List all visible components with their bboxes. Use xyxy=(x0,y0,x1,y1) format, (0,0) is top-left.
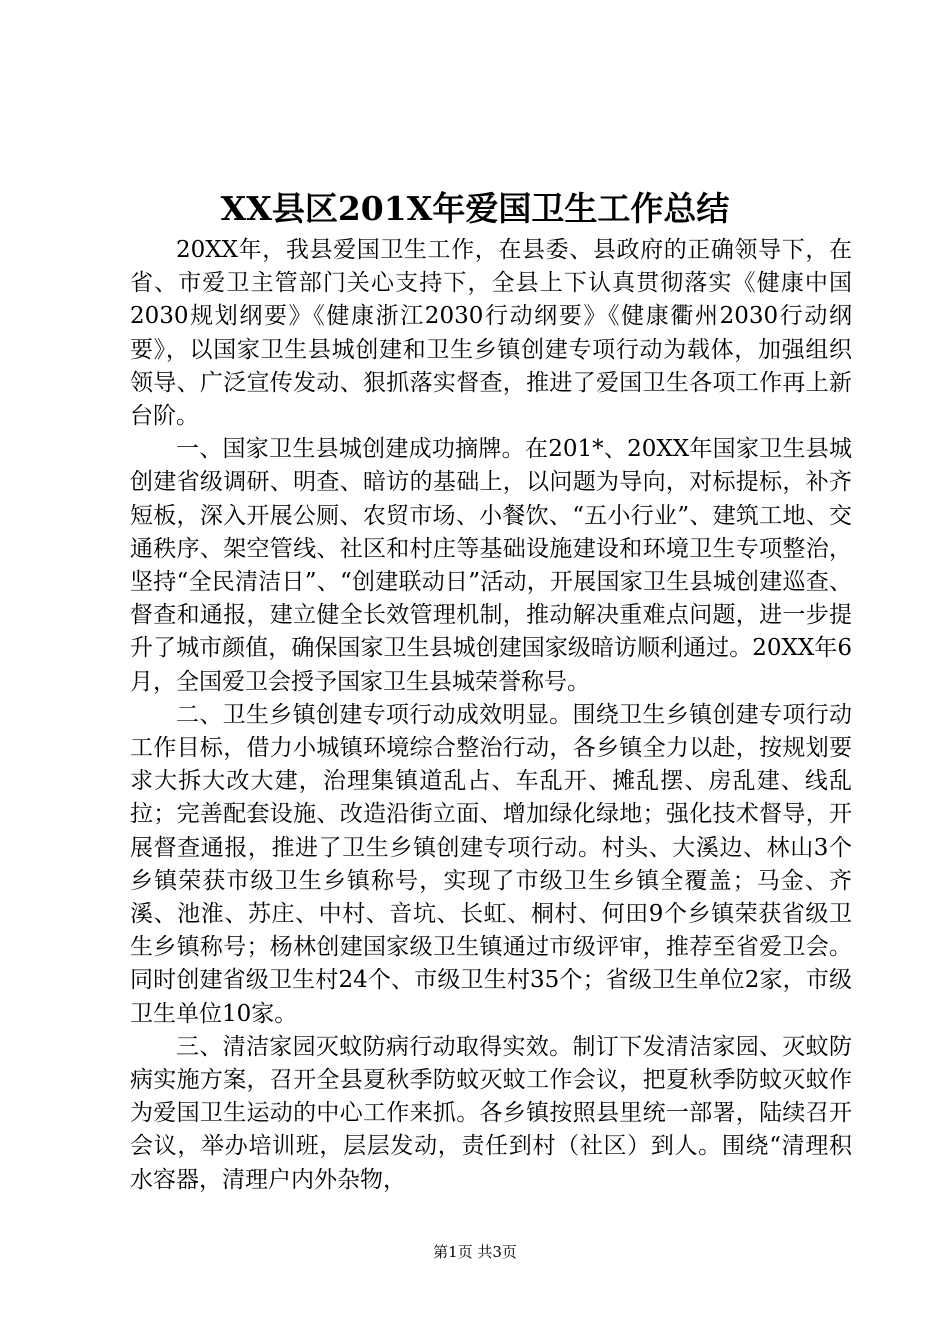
document-title: XX县区201X年爱国卫生工作总结 xyxy=(220,189,730,228)
document-body xyxy=(130,234,852,1197)
paragraph-section-1: 一、国家卫生县城创建成功摘牌。在201*、20XX年国家卫生县城创建省级调研、明查、暗访的基础上，以问题为导向，对标提标，补齐短板，深入开展公厕、农贸市场、小餐饮、“五小行业”、建筑工地、交通秩序、架空管线、社区和村庄等基础设施建设和环境卫生专项整治，坚持“全民清洁日”、“创建联动日”活动，开展国家卫生县城创建巡查、督查和通报，建立健全长效管理机制，推动解决重难点问题，进一步提升了城市颜值，确保国家卫生县城创建国家级暗访顺利通过。20XX年6月，全国爱卫会授予国家卫生县城荣誉称号。 xyxy=(130,436,852,695)
paragraph-section-3: 三、清洁家园灭蚊防病行动取得实效。制订下发清洁家园、灭蚊防病实施方案，召开全县夏秋季防蚊灭蚊工作会议，把夏秋季防蚊灭蚊作为爱国卫生运动的中心工作来抓。各乡镇按照县里统一部署，陆续召开会议，举办培训班，层层发动，责任到村（社区）到人。围绕“清理积水容器，清理户内外杂物， xyxy=(130,1033,852,1193)
paragraph-intro: 20XX年，我县爱国卫生工作，在县委、县政府的正确领导下，在省、市爱卫主管部门关心支持下，全县上下认真贯彻落实《健康中国2030规划纲要》《健康浙江2030行动纲要》《健康衢州2030行动纲要》，以国家卫生县城创建和卫生乡镇创建专项行动为载体，加强组织领导、广泛宣传发动、狠抓落实督查，推进了爱国卫生各项工作再上新台阶。 xyxy=(130,237,852,430)
page-number-footer: 第1页 共3页 xyxy=(433,1243,517,1261)
paragraph-section-2: 二、卫生乡镇创建专项行动成效明显。围绕卫生乡镇创建专项行动工作目标，借力小城镇环境综合整治行动，各乡镇全力以赴，按规划要求大拆大改大建，治理集镇道乱占、车乱开、摊乱摆、房乱建、线乱拉；完善配套设施、改造沿街立面、增加绿化绿地；强化技术督导，开展督查通报，推进了卫生乡镇创建专项行动。村头、大溪边、林山3个乡镇荣获市级卫生乡镇称号，实现了市级卫生乡镇全覆盖；马金、齐溪、池淮、苏庄、中村、音坑、长虹、桐村、何田9个乡镇荣获省级卫生乡镇称号；杨林创建国家级卫生镇通过市级评审，推荐至省爱卫会。同时创建省级卫生村24个、市级卫生村35个；省级卫生单位2家，市级卫生单位10家。 xyxy=(130,701,852,1027)
